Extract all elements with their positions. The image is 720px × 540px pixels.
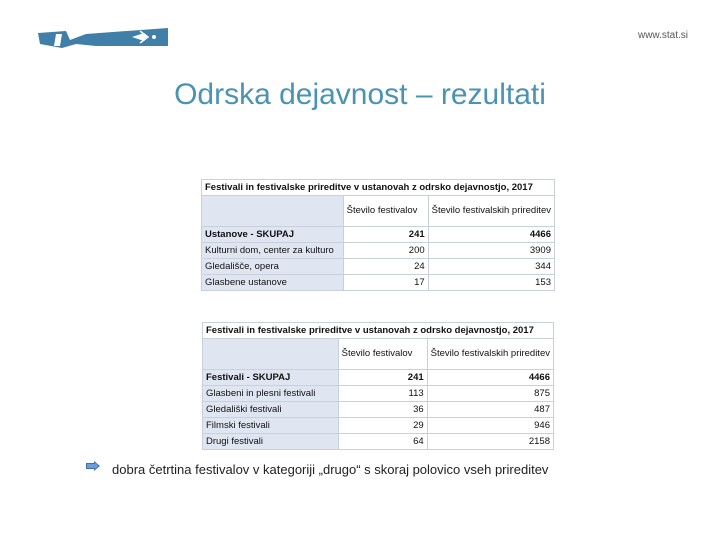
festivals-value: 36 [338, 402, 427, 418]
header-blank [203, 339, 339, 370]
events-value: 946 [427, 418, 553, 434]
events-value: 344 [428, 259, 554, 275]
header-blank [202, 196, 344, 227]
row-label: Drugi festivali [203, 434, 339, 450]
festivals-value: 17 [343, 275, 428, 291]
table-row [202, 243, 555, 259]
institutions-table [201, 179, 555, 291]
bullet-note: dobra četrtina festivalov v kategoriji „drugo“ s skoraj polovico vseh prireditev [112, 462, 549, 477]
events-value: 487 [427, 402, 553, 418]
events-value: 4466 [427, 370, 553, 386]
table-caption: Festivali in festivalske prireditve v ustanovah z odrsko dejavnostjo, 2017 [202, 180, 555, 196]
events-value: 2158 [427, 434, 553, 450]
festivals-value: 113 [338, 386, 427, 402]
row-label: Gledališki festivali [203, 402, 339, 418]
table-row [203, 402, 554, 418]
festivals-value: 64 [338, 434, 427, 450]
column-header-events: Število festivalskih prireditev [428, 196, 554, 227]
table-row [202, 227, 555, 243]
table-row [202, 275, 555, 291]
festival-types-table [202, 322, 554, 450]
stat-logo-icon [36, 24, 168, 50]
table-caption: Festivali in festivalske prireditve v ustanovah z odrsko dejavnostjo, 2017 [203, 323, 554, 339]
events-value: 153 [428, 275, 554, 291]
row-label: Ustanove - SKUPAJ [202, 227, 344, 243]
table-row [203, 418, 554, 434]
column-header-events: Število festivalskih prireditev [427, 339, 553, 370]
row-label: Glasbene ustanove [202, 275, 344, 291]
events-value: 875 [427, 386, 553, 402]
slide-title: Odrska dejavnost – rezultati [174, 78, 546, 111]
row-label: Festivali - SKUPAJ [203, 370, 339, 386]
festivals-value: 241 [338, 370, 427, 386]
column-header-festivals: Število festivalov [338, 339, 427, 370]
row-label: Filmski festivali [203, 418, 339, 434]
events-value: 3909 [428, 243, 554, 259]
table-row [203, 370, 554, 386]
website-url: www.stat.si [637, 30, 688, 41]
festivals-value: 29 [338, 418, 427, 434]
column-header-festivals: Število festivalov [343, 196, 428, 227]
row-label: Glasbeni in plesni festivali [203, 386, 339, 402]
table-row [202, 259, 555, 275]
row-label: Kulturni dom, center za kulturo [202, 243, 344, 259]
festivals-value: 241 [343, 227, 428, 243]
festivals-value: 24 [343, 259, 428, 275]
row-label: Gledališče, opera [202, 259, 344, 275]
arrow-bullet-icon [86, 461, 100, 471]
festivals-value: 200 [343, 243, 428, 259]
table-row [203, 434, 554, 450]
events-value: 4466 [428, 227, 554, 243]
table-row [203, 386, 554, 402]
